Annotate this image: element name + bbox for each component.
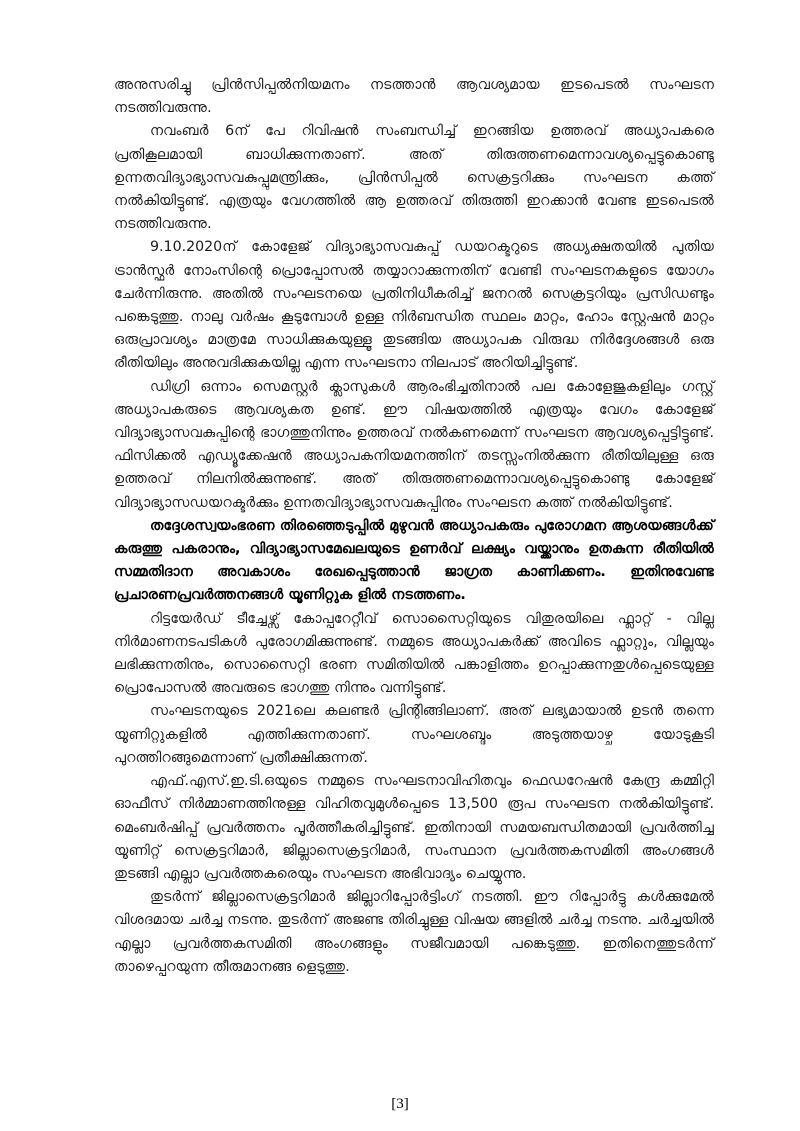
page-number: [3] bbox=[391, 1096, 409, 1112]
paragraph-local-election: തദ്ദേശസ്വയംഭരണ തിരഞ്ഞെടുപ്പിൽ മുഴുവൻ അധ്യാപകരും പുരോഗമന ആശയങ്ങൾക്ക് കരുത്തു പകരാനും, വിദ്യാഭ്യാസമേഖലയുടെ ഉണർവ് ലക്ഷ്യം വയ്ക്കാനും ഉതകുന്ന രീതിയിൽ സമ്മതിദാന അവകാശം രേഖപ്പെടുത്താൻ ജാഗ്രത കാണിക്കണം. ഇതിനുവേണ്ട പ്രചാരണപ്രവർത്തനങ്ങൾ യൂണിറ്റുക ളിൽ നടത്തണം. bbox=[114, 517, 714, 604]
paragraph-fseto-contribution: എഫ്.എസ്.ഇ.ടി.ഒയുടെ നമ്മുടെ സംഘടനാവിഹിതവും ഫെഡറേഷൻ കേന്ദ്ര കമ്മിറ്റി ഓഫീസ് നിർമ്മാണത്തിനുള്ള വിഹിതവുമുൾപ്പെടെ 13,500 രൂപ സംഘടന നൽകിയിട്ടുണ്ട്. മെംബർഷിപ്പ് പ്രവർത്തനം പൂർത്തീകരിച്ചിട്ടുണ്ട്. ഇതിനായി സമയബന്ധിതമായി പ്രവർത്തിച്ച യൂണിറ്റ് സെക്രട്ടറിമാർ, ജില്ലാസെക്രട്ടറിമാർ, സംസ്ഥാന പ്രവർത്തകസമിതി അംഗങ്ങൾ തുടങ്ങി എല്ലാ പ്രവർത്തകരെയും സംഘടന അഭിവാദ്യം ചെയ്യുന്നു. bbox=[114, 773, 714, 882]
paragraph-transfer-norms: 9.10.2020ന് കോളേജ് വിദ്യാഭ്യാസവകുപ്പ് ഡയറക്ടറുടെ അധ്യക്ഷതയിൽ പുതിയ ട്രാൻസ്ഫർ നോംസിന്റെ പ്രൊപ്പോസൽ തയ്യാറാക്കുന്നതിന് വേണ്ടി സംഘടനകളുടെ യോഗം ചേർന്നിരുന്നു. അതിൽ സംഘടനയെ പ്രതിനിധീകരിച്ച് ജനറൽ സെക്രട്ടറിയും പ്രസിഡണ്ടും പങ്കെടുത്തു. നാലു വർഷം കൂടുമ്പോൾ ഉള്ള നിർബന്ധിത സ്ഥലം മാറ്റം, ഹോം സ്റ്റേഷൻ മാറ്റം ഒരുപ്രാവശ്യം മാത്രമേ സാധിക്കുകയുള്ളൂ തുടങ്ങിയ അധ്യാപക വിരുദ്ധ നിർദ്ദേശങ്ങൾ ഒരു രീതിയിലും അനുവദിക്കുകയില്ല എന്ന സംഘടനാ നിലപാട് അറിയിച്ചിട്ടുണ്ട്. bbox=[114, 239, 714, 372]
paragraph-calendar: സംഘടനയുടെ 2021ലെ കലണ്ടർ പ്രിന്റിങ്ങിലാണ്. അത് ലഭ്യമായാൽ ഉടൻ തന്നെ യൂണിറ്റുകളിൽ എത്തിക്കുന്നതാണ്. സംഘശബ്ദം അടുത്തയാഴ്ച യോടുകൂടി പുറത്തിറങ്ങുമെന്നാണ് പ്രതീക്ഷിക്കുന്നത്. bbox=[114, 703, 714, 766]
paragraph-district-reporting: തുടർന്ന് ജില്ലാസെക്രട്ടറിമാർ ജില്ലാറിപ്പോർട്ടിംഗ് നടത്തി. ഈ റിപ്പോർട്ടു കൾക്കുമേൽ വിശദമായ ചർച്ച നടന്നു. തുടർന്ന് അജണ്ട തിരിച്ചുള്ള വിഷയ ങ്ങളിൽ ചർച്ച നടന്നു. ചർച്ചയിൽ എല്ലാ പ്രവർത്തകസമിതി അംഗങ്ങളും സജീവമായി പങ്കെടുത്തു. ഇതിനെത്തുടർന്ന് താഴെപ്പറയുന്ന തീരുമാനങ്ങ ളെടുത്തു. bbox=[114, 889, 714, 975]
paragraph-guest-lecturers: ഡിഗ്രി ഒന്നാം സെമസ്റ്റർ ക്ലാസുകൾ ആരംഭിച്ചതിനാൽ പല കോളേജുകളിലും ഗസ്റ്റ് അധ്യാപകരുടെ ആവശ്യകത ഉണ്ട്. ഈ വിഷയത്തിൽ എത്രയും വേഗം കോളേജ് വിദ്യാഭ്യാസവകുപ്പിന്റെ ഭാഗത്തുനിന്നും ഉത്തരവ് നൽകണമെന്ന് സംഘടന ആവശ്യപ്പെട്ടിട്ടുണ്ട്. ഫിസിക്കൽ എഡ്യൂക്കേഷൻ അധ്യാപകനിയമനത്തിന് തടസ്സംനിൽക്കുന്ന രീതിയിലുള്ള ഒരു ഉത്തരവ് നിലനിൽക്കുന്നുണ്ട്. അത് തിരുത്തണമെന്നാവശ്യപ്പെട്ടുകൊണ്ടു കോളേജ് വിദ്യാഭ്യാസഡയറക്ടർക്കും ഉന്നതവിദ്യാഭ്യാസവകുപ്പിനും സംഘടന കത്ത് നൽകിയിട്ടുണ്ട്. bbox=[114, 378, 714, 511]
document-body bbox=[114, 74, 714, 979]
paragraph-pay-revision: നവംബർ 6ന് പേ റിവിഷൻ സംബന്ധിച്ച് ഇറങ്ങിയ ഉത്തരവ് അധ്യാപകരെ പ്രതികൂലമായി ബാധിക്കുന്നതാണ്. അത് തിരുത്തണമെന്നാവശ്യപ്പെട്ടുകൊണ്ടു ഉന്നതവിദ്യാഭ്യാസവകുപ്പുമന്ത്രിക്കും, പ്രിൻസിപ്പൽ സെക്രട്ടറിക്കും സംഘടന കത്ത് നൽകിയിട്ടുണ്ട്. എത്രയും വേഗത്തിൽ ആ ഉത്തരവ് തിരുത്തി ഇറക്കാൻ വേണ്ട ഇടപെടൽ നടത്തിവരുന്നു. bbox=[114, 123, 714, 233]
paragraph-retired-teachers-society: റിട്ടയേർഡ് ടീച്ചേഴ്സ് കോപ്പറേറ്റീവ് സൊസൈറ്റിയുടെ വിതുരയിലെ ഫ്ലാറ്റ് - വില്ല നിർമാണനടപടികൾ പുരോഗമിക്കുന്നുണ്ട്. നമ്മുടെ അധ്യാപകർക്ക് അവിടെ ഫ്ലാറ്റും, വില്ലയും ലഭിക്കുന്നതിനും, സൊസൈറ്റി ഭരണ സമിതിയിൽ പങ്കാളിത്തം ഉറപ്പാക്കുന്നതുൾപ്പെടെയുള്ള പ്രൊപോസൽ അവരുടെ ഭാഗത്തു നിന്നും വന്നിട്ടുണ്ട്. bbox=[114, 610, 714, 697]
paragraph-principal-appointment: അനുസരിച്ചു പ്രിൻസിപ്പൽനിയമനം നടത്താൻ ആവശ്യമായ ഇടപെടൽ സംഘടന നടത്തിവരുന്നു. bbox=[114, 77, 714, 117]
